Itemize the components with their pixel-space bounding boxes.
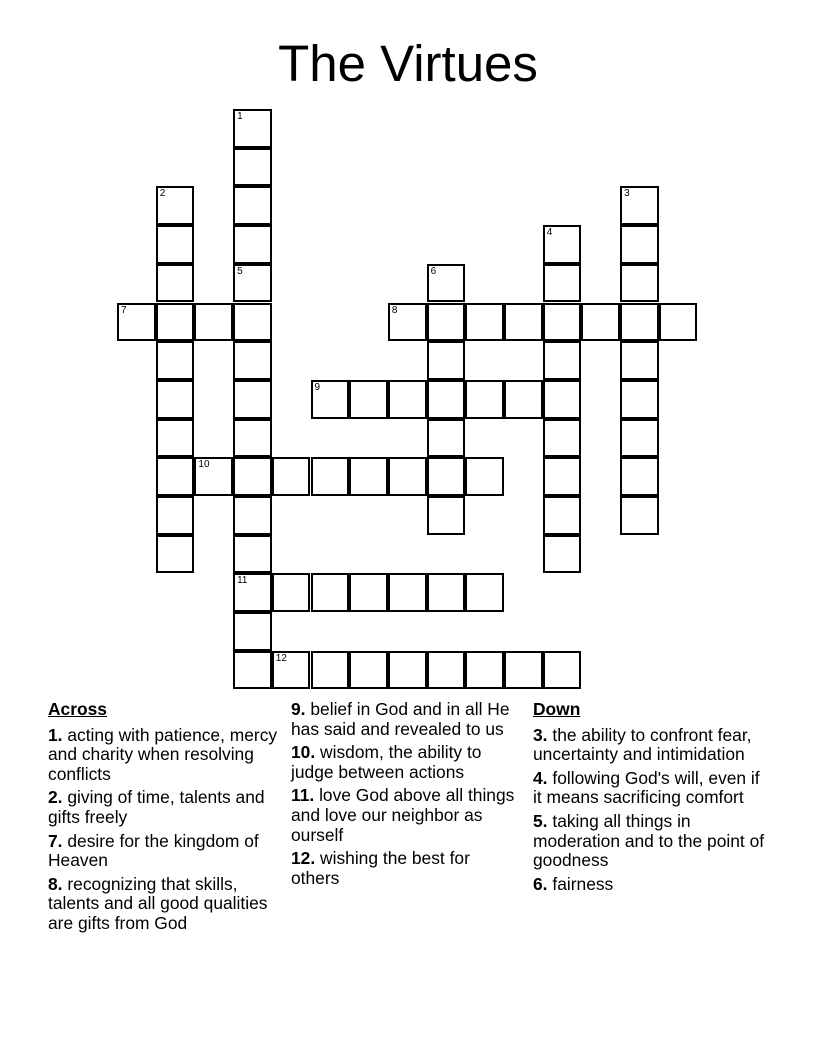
grid-cell[interactable]	[465, 457, 504, 496]
grid-cell[interactable]	[388, 303, 427, 342]
grid-cell[interactable]	[349, 457, 388, 496]
grid-cell[interactable]	[233, 264, 272, 303]
clue-number: 11	[237, 575, 248, 587]
clue-number: 5	[237, 265, 243, 277]
grid-cell[interactable]	[272, 457, 311, 496]
clue-number: 12	[275, 652, 287, 664]
clues-column-1	[48, 700, 280, 938]
grid-cell[interactable]	[117, 303, 156, 342]
grid-cell[interactable]	[543, 457, 582, 496]
grid-cell[interactable]	[233, 535, 272, 574]
clue-number: 8	[391, 304, 398, 316]
grid-cell[interactable]	[349, 380, 388, 419]
grid-cell[interactable]	[194, 303, 233, 342]
clue-number: 1	[237, 111, 243, 122]
grid-cell[interactable]	[620, 380, 659, 419]
grid-cell[interactable]	[543, 380, 582, 419]
grid-cell[interactable]	[233, 612, 272, 651]
grid-cell[interactable]	[194, 457, 233, 496]
across-heading: Across	[48, 699, 107, 719]
grid-cell[interactable]	[388, 457, 427, 496]
grid-cell[interactable]	[233, 148, 272, 187]
grid-cell[interactable]	[543, 496, 582, 535]
grid-cell[interactable]	[427, 573, 466, 612]
clue-down-6: 6. fairness	[533, 873, 614, 894]
grid-cell[interactable]	[311, 457, 350, 496]
grid-cell[interactable]	[156, 341, 195, 380]
grid-cell[interactable]	[349, 573, 388, 612]
grid-cell[interactable]	[156, 535, 195, 574]
grid-cell[interactable]	[465, 380, 504, 419]
grid-cell[interactable]	[156, 380, 195, 419]
clue-number: 10	[198, 459, 210, 471]
grid-cell[interactable]	[388, 651, 427, 690]
grid-cell[interactable]	[543, 419, 582, 458]
grid-cell[interactable]	[543, 225, 582, 264]
grid-cell[interactable]	[233, 651, 272, 690]
grid-cell[interactable]	[620, 419, 659, 458]
grid-cell[interactable]	[233, 496, 272, 535]
grid-cell[interactable]	[233, 186, 272, 225]
grid-cell[interactable]	[620, 303, 659, 342]
clues-column-3	[533, 700, 773, 898]
grid-cell[interactable]	[311, 651, 350, 690]
clue-across-10: 10. wisdom, the ability to judge between actions	[291, 742, 482, 782]
clue-across-8: 8. recognizing that skills, talents and all good qualities are gifts from God	[48, 873, 268, 933]
grid-cell[interactable]	[427, 380, 466, 419]
grid-cell[interactable]	[233, 380, 272, 419]
grid-cell[interactable]	[427, 341, 466, 380]
grid-cell[interactable]	[465, 303, 504, 342]
grid-cell[interactable]	[156, 496, 195, 535]
grid-cell[interactable]	[543, 303, 582, 342]
grid-cell[interactable]	[504, 380, 543, 419]
clue-across-1: 1. acting with patience, mercy and charity when resolving conflicts	[48, 724, 278, 784]
grid-cell[interactable]	[156, 186, 195, 225]
grid-cell[interactable]	[620, 457, 659, 496]
grid-cell[interactable]	[620, 496, 659, 535]
grid-cell[interactable]	[233, 419, 272, 458]
clue-down-3: 3. the ability to confront fear, uncertainty and intimidation	[533, 724, 752, 765]
grid-cell[interactable]	[427, 264, 466, 303]
grid-cell[interactable]	[543, 264, 582, 303]
grid-cell[interactable]	[504, 303, 543, 342]
grid-cell[interactable]	[543, 651, 582, 690]
puzzle-title: The Virtues	[278, 35, 538, 92]
clue-down-5: 5. taking all things in moderation and to the point of goodness	[533, 810, 765, 871]
clue-number: 2	[159, 188, 166, 200]
grid-cell[interactable]	[427, 303, 466, 342]
grid-cell[interactable]	[311, 380, 350, 419]
clue-across-9: 9. belief in God and in all He has said and revealed to us	[291, 699, 510, 739]
grid-cell[interactable]	[156, 303, 195, 342]
grid-cell[interactable]	[233, 573, 272, 612]
clue-across-2: 2. giving of time, talents and gifts freely	[48, 787, 265, 827]
clue-across-7: 7. desire for the kingdom of Heaven	[48, 830, 259, 871]
grid-cell[interactable]	[272, 573, 311, 612]
grid-cell[interactable]	[427, 651, 466, 690]
grid-cell[interactable]	[233, 303, 272, 342]
clue-number: 3	[624, 188, 630, 200]
grid-cell[interactable]	[156, 225, 195, 264]
grid-cell[interactable]	[272, 651, 311, 690]
grid-cell[interactable]	[581, 303, 620, 342]
clue-down-4: 4. following God's will, even if it means sacrificing comfort	[533, 767, 760, 808]
clue-across-12: 12. wishing the best for others	[291, 848, 470, 888]
grid-cell[interactable]	[388, 573, 427, 612]
grid-cell[interactable]	[156, 264, 195, 303]
grid-cell[interactable]	[388, 380, 427, 419]
grid-cell[interactable]	[233, 457, 272, 496]
grid-cell[interactable]	[427, 419, 466, 458]
grid-cell[interactable]	[311, 573, 350, 612]
down-heading: Down	[533, 699, 581, 719]
grid-cell[interactable]	[465, 651, 504, 690]
grid-cell[interactable]	[156, 457, 195, 496]
clue-number: 7	[121, 304, 127, 316]
clue-number: 4	[546, 227, 553, 239]
grid-cell[interactable]	[504, 651, 543, 690]
grid-cell[interactable]	[620, 186, 659, 225]
grid-cell[interactable]	[659, 303, 698, 342]
grid-cell[interactable]	[543, 535, 582, 574]
grid-cell[interactable]	[156, 419, 195, 458]
clues-column-2	[291, 700, 523, 892]
grid-cell[interactable]	[620, 264, 659, 303]
grid-cell[interactable]	[543, 341, 582, 380]
grid-cell[interactable]	[349, 651, 388, 690]
grid-cell[interactable]	[465, 573, 504, 612]
clue-number: 6	[430, 265, 437, 277]
grid-cell[interactable]	[427, 496, 466, 535]
grid-cell[interactable]	[233, 225, 272, 264]
grid-cell[interactable]	[427, 457, 466, 496]
grid-cell[interactable]	[233, 341, 272, 380]
grid-cell[interactable]	[620, 341, 659, 380]
grid-cell[interactable]	[620, 225, 659, 264]
clue-across-11: 11. love God above all things and love our neighbor as ourself	[291, 785, 515, 845]
clue-number: 9	[314, 381, 321, 393]
grid-cell[interactable]	[233, 109, 272, 148]
